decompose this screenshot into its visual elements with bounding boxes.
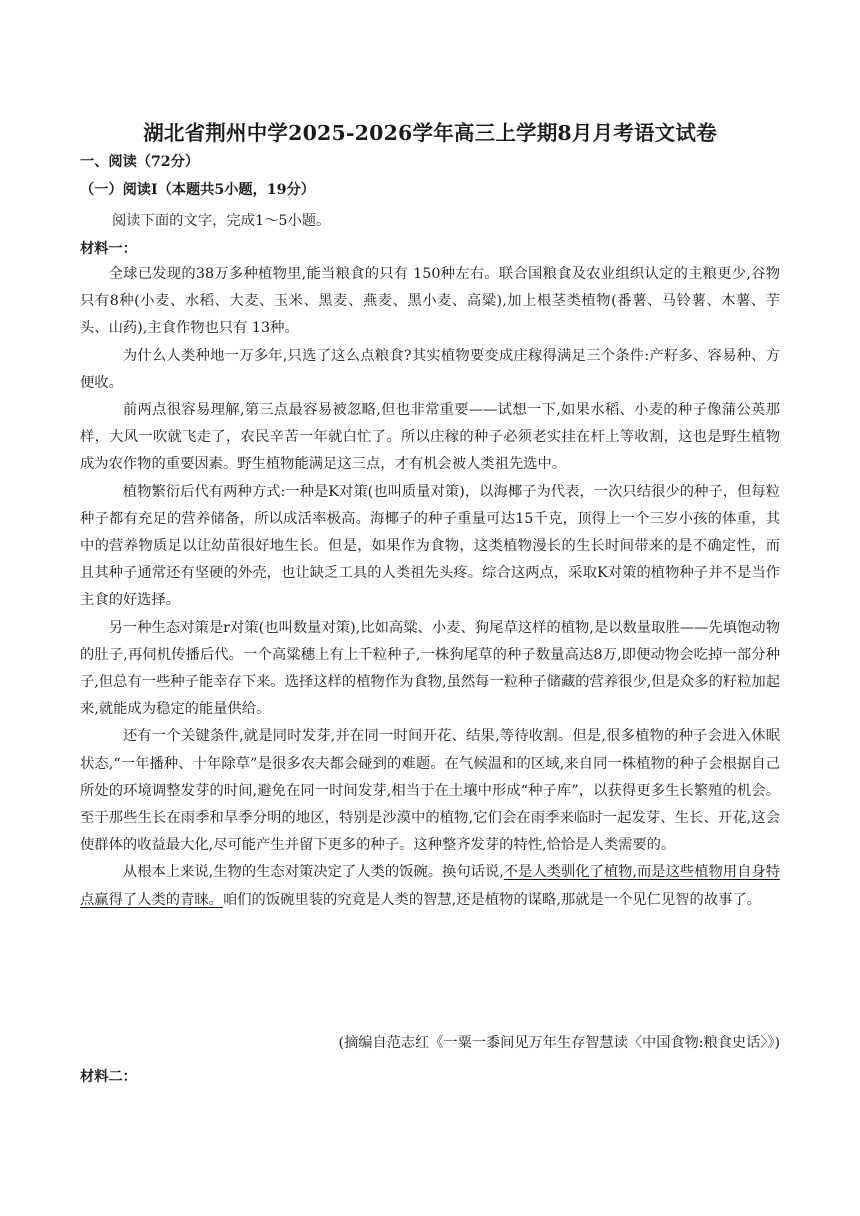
material-1-body [80,261,780,914]
subsection-heading-reading-1: （一）阅读Ⅰ（本题共5小题，19分） [80,182,315,198]
paragraph-7 [80,859,780,913]
paragraph-5: 另一种生态对策是r对策(也叫数量对策),比如高粱、小麦、狗尾草这样的植物,是以数量取胜——先填饱动物的肚子,再伺机传播后代。一个高粱穗上有上千粒种子,一株狗尾草的种子数量高达8万,即便动物会吃掉一部分种子,但总有一些种子能幸存下来。选择这样的植物作为食物,虽然每一粒种子储藏的营养很少,但是众多的籽粒加起来,就能成为稳定的能量供给。 [80,619,780,718]
material-2-label: 材料二： [80,1069,137,1085]
paragraph-2: 为什么人类种地一万多年,只选了这么点粮食?其实植物要变成庄稼得满足三个条件:产籽多、容易种、方便收。 [80,347,780,391]
paragraph-7-tail: 咱们的饭碗里装的究竟是人类的智慧,还是植物的谋略,那就是一个见仁见智的故事了。 [222,891,762,908]
paragraph-6: 还有一个关键条件,就是同时发芽,并在同一时间开花、结果,等待收割。但是,很多植物的种子会进入休眠状态,“一年播种、十年除草”是很多农夫都会碰到的难题。在气候温和的区域,来自同一株植物的种子会根据自己所处的环境调整发芽的时间,避免在同一时间发芽,相当于在土壤中形成“种子库”，以获得更多生长繁殖的机会。至于那些生长在雨季和旱季分明的地区，特别是沙漠中的植物,它们会在雨季来临时一起发芽、生长、开花,这会使群体的收益最大化,尽可能产生并留下更多的种子。这种整齐发芽的特性,恰恰是人类需要的。 [80,728,780,854]
instruction-text: 阅读下面的文字，完成1～5小题。 [112,213,331,229]
paragraph-4: 植物繁衍后代有两种方式:一种是K对策(也叫质量对策)，以海椰子为代表，一次只结很少的种子，但每粒种子都有充足的营养储备，所以成活率极高。海椰子的种子重量可达15千克，顶得上一个三岁小孩的体重，其中的营养物质足以让幼苗很好地生长。但是，如果作为食物，这类植物漫长的生长时间带来的是不确定性，而且其种子通常还有坚硬的外壳，也让缺乏工具的人类祖先头疼。综合这两点，采取K对策的植物种子并不是当作主食的好选择。 [80,483,780,609]
paragraph-1: 全球已发现的38万多种植物里,能当粮食的只有 150种左右。联合国粮食及农业组织认定的主粮更少,谷物只有8种(小麦、水稻、大麦、玉米、黑麦、燕麦、黑小麦、高粱),加上根茎类植物(番薯、马铃薯、木薯、芋头、山药),主食作物也只有 13种。 [80,266,780,337]
material-1-label: 材料一： [80,241,137,257]
exam-title: 湖北省荆州中学2025-2026学年高三上学期8月月考语文试卷 [143,121,717,145]
underlined-sentence: 不是人类驯化了植物,而是这些植物用自身特点赢得了人类的青睐。 [80,864,780,908]
section-heading-reading: 一、阅读（72分） [80,154,200,170]
source-citation: (摘编自范志红《一粟一黍间见万年生存智慧读〈中国食物:粮食史话〉》) [338,1035,780,1051]
paragraph-7-lead: 从根本上来说,生物的生态对策决定了人类的饭碗。换句话说, [122,864,504,881]
paragraph-3: 前两点很容易理解,第三点最容易被忽略,但也非常重要——试想一下,如果水稻、小麦的种子像蒲公英那样，大风一吹就飞走了，农民辛苦一年就白忙了。所以庄稼的种子必须老实挂在杆上等收割，这也是野生植物成为农作物的重要因素。野生植物能满足这三点，才有机会被人类祖先选中。 [80,402,780,473]
